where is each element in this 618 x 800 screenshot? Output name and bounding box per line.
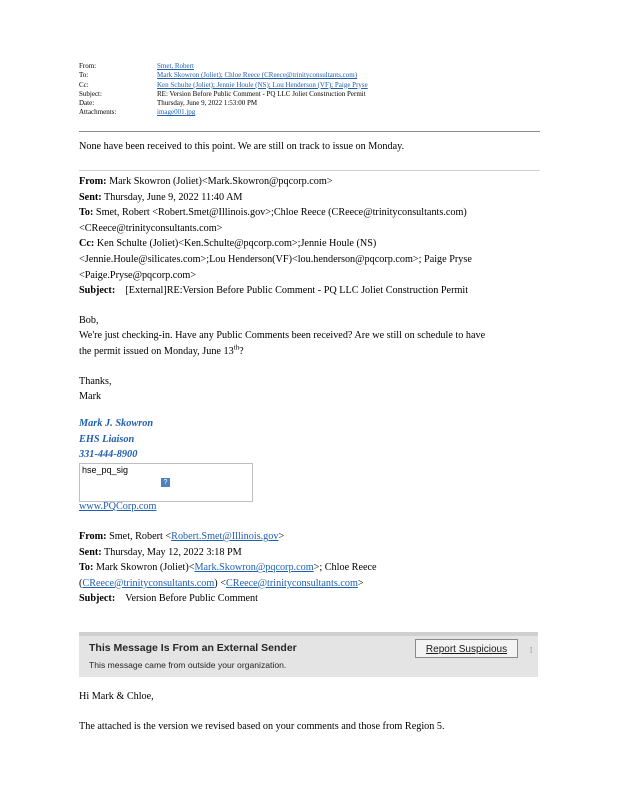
email2-from-end: > — [278, 531, 285, 542]
email2-to-email[interactable]: Mark.Skowron@pqcorp.com — [194, 562, 314, 574]
email-header — [79, 62, 540, 118]
email2-body: The attached is the version we revised based on your comments and those from Region 5. — [79, 721, 445, 732]
email1-cc-cont: <Jennie.Houle@silicates.com>;Lou Henderson(VF)<lou.henderson@pqcorp.com>; Paige Pryse — [79, 253, 472, 265]
email1-name: Mark — [79, 391, 102, 403]
header-label: To: — [79, 71, 89, 80]
to-label: To: — [79, 207, 94, 219]
subject-label: Subject: — [79, 593, 116, 605]
email1-to: Smet, Robert <Robert.Smet@Illinois.gov>;Chloe Reece (CReece@trinityconsultants.com) — [95, 207, 467, 219]
header-date-row — [79, 99, 540, 108]
header-label: Cc: — [79, 80, 89, 89]
more-options-icon[interactable]: ⁞ — [530, 646, 533, 655]
sent-label: Sent: — [79, 546, 102, 558]
header-subject-row — [79, 90, 540, 99]
signature-title: EHS Liaison — [79, 433, 135, 445]
header-to-value[interactable]: Mark Skowron (Joliet); Chloe Reece (CReece@trinityconsultants.com) — [157, 71, 358, 80]
email2-subject: Version Before Public Comment — [125, 593, 258, 605]
email2-cc-email-1[interactable]: CReece@trinityconsultants.com — [82, 577, 215, 589]
header-subject-value: RE: Version Before Public Comment - PQ LLC Joliet Construction Permit — [157, 89, 366, 98]
quoted-email-1 — [79, 174, 549, 405]
signature — [79, 416, 153, 463]
quoted-email-2 — [79, 529, 549, 607]
email1-cc-cont: <Paige.Pryse@pqcorp.com> — [79, 269, 197, 281]
header-cc-value[interactable]: Ken Schulte (Joliet); Jennie Houle (NS); Lou Henderson (VF); Paige Pryse — [157, 80, 368, 89]
report-suspicious-button[interactable]: Report Suspicious — [415, 639, 518, 658]
email2-to-mid: >; Chloe Reece — [313, 562, 377, 574]
header-to-row — [79, 71, 540, 80]
signature-image-alt: hse_pq_sig — [82, 465, 129, 475]
email2-to2-end: > — [357, 577, 364, 589]
email1-to-cont: <CReece@trinityconsultants.com> — [79, 222, 223, 234]
header-label: Subject: — [79, 89, 102, 98]
email1-body-line: the permit issued on Monday, June 13 — [79, 345, 234, 357]
subject-label: Subject: — [79, 285, 116, 297]
website-link[interactable]: www.PQCorp.com — [79, 501, 157, 512]
email2-greeting: Hi Mark & Chloe, — [79, 691, 154, 702]
header-attachments-row — [79, 108, 540, 117]
email2-to-name: Mark Skowron (Joliet)< — [95, 562, 195, 574]
email1-body-line: We're just checking-in. Have any Public Comments been received? Are we still on schedule to have — [79, 330, 486, 342]
email1-greeting: Bob, — [79, 314, 99, 326]
sent-label: Sent: — [79, 191, 102, 203]
to-label: To: — [79, 562, 94, 574]
email1-subject: [External]RE:Version Before Public Comment - PQ LLC Joliet Construction Permit — [125, 285, 469, 297]
email2-from-name: Smet, Robert < — [109, 531, 172, 542]
email2-to2-mid: ) < — [214, 577, 226, 589]
signature-name: Mark J. Skowron — [79, 418, 154, 429]
reply-body: None have been received to this point. We are still on track to issue on Monday. — [79, 141, 405, 152]
header-divider — [79, 131, 540, 132]
banner-title: This Message Is From an External Sender — [89, 642, 297, 654]
cc-label: Cc: — [79, 238, 95, 250]
email2-cc-email-2[interactable]: CReece@trinityconsultants.com — [225, 577, 358, 589]
signature-image-placeholder — [79, 463, 253, 502]
quote-divider — [79, 170, 540, 171]
signature-phone: 331-444-8900 — [79, 449, 138, 460]
from-label: From: — [79, 531, 107, 542]
header-label: Attachments: — [79, 108, 117, 117]
email2-sent: Thursday, May 12, 2022 3:18 PM — [104, 546, 242, 558]
header-cc-row — [79, 81, 540, 90]
header-date-value: Thursday, June 9, 2022 1:53:00 PM — [157, 99, 258, 108]
broken-image-icon: ? — [161, 478, 170, 487]
email1-thanks: Thanks, — [79, 375, 112, 387]
attachment-link[interactable]: image001.jpg — [157, 108, 196, 117]
email1-body-end: ? — [239, 345, 244, 357]
from-label: From: — [79, 176, 107, 187]
external-sender-banner — [79, 632, 538, 677]
header-from-row — [79, 62, 540, 71]
banner-text: This message came from outside your organization. — [89, 660, 287, 670]
email2-to2-open: ( — [79, 577, 83, 589]
email1-cc: Ken Schulte (Joliet)<Ken.Schulte@pqcorp.com>;Jennie Houle (NS) — [96, 238, 377, 250]
email1-sent: Thursday, June 9, 2022 11:40 AM — [104, 191, 243, 203]
header-label: Date: — [79, 99, 95, 108]
ordinal-suffix: th — [233, 343, 240, 352]
email2-from-email[interactable]: Robert.Smet@Illinois.gov — [171, 531, 279, 542]
header-from-value[interactable]: Smet, Robert — [157, 62, 194, 70]
email1-from: Mark Skowron (Joliet)<Mark.Skowron@pqcorp.com> — [109, 176, 333, 187]
header-label: From: — [79, 62, 97, 70]
